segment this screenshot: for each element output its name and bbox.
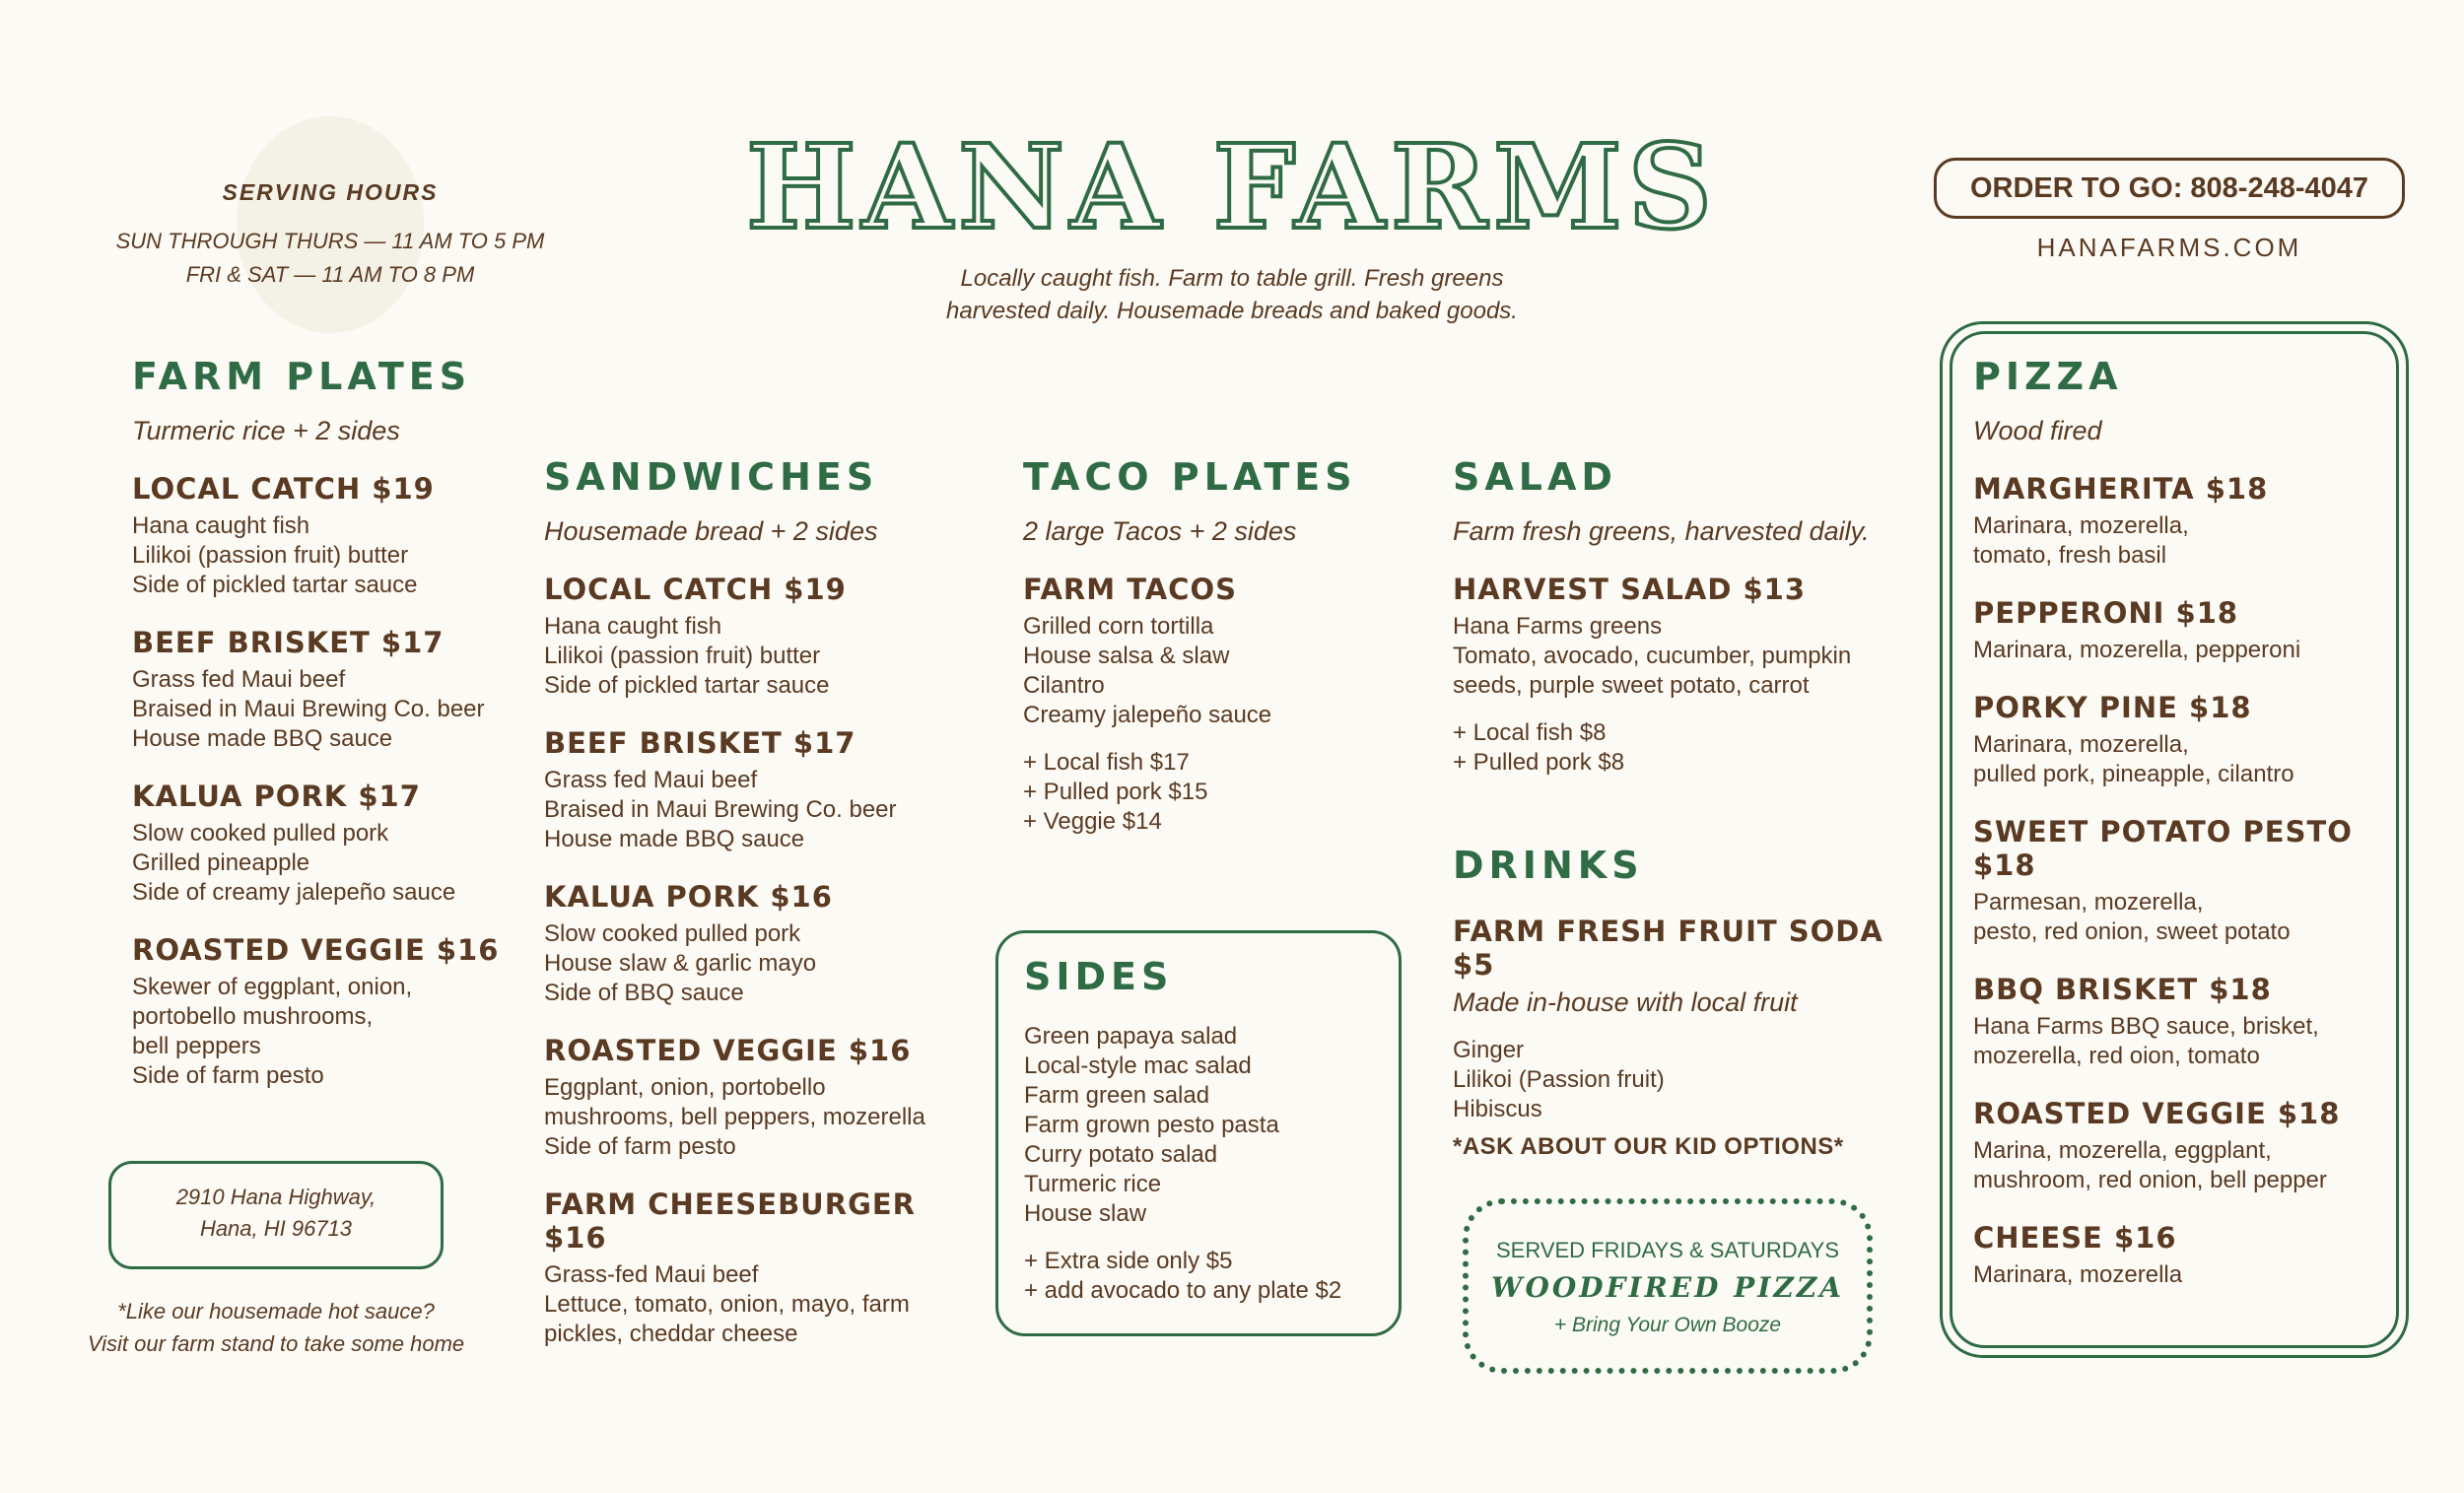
item-name: FARM FRESH FRUIT SODA $5 [1453, 915, 1883, 982]
section-subtitle: Farm fresh greens, harvested daily. [1453, 516, 1870, 546]
item-description-line: + Veggie $14 [1023, 808, 1162, 835]
item-description-line: Marinara, mozerella, pepperoni [1973, 637, 2301, 663]
item-description-line: + Extra side only $5 [1024, 1248, 1233, 1274]
sandwiches-section [544, 455, 978, 1349]
item-description-line: Hibiscus [1453, 1096, 1542, 1122]
farm-plates-section [132, 355, 546, 1091]
promo-line: SERVED FRIDAYS & SATURDAYS [1495, 1238, 1839, 1262]
item-description-line: mushroom, red onion, bell pepper [1973, 1167, 2327, 1193]
item-description-line: Curry potato salad [1024, 1141, 1218, 1168]
item-description-line: Grilled pineapple [132, 849, 310, 876]
item-name: SWEET POTATO PESTO $18 [1973, 815, 2353, 882]
menu-item [1453, 915, 1916, 1124]
item-description-line: Hana Farms BBQ sauce, brisket, [1973, 1013, 2319, 1040]
item-description-line: Local-style mac salad [1024, 1052, 1252, 1079]
item-description-line: + add avocado to any plate $2 [1024, 1277, 1342, 1304]
hot-sauce-note [39, 1295, 513, 1360]
item-description-line: pesto, red onion, sweet potato [1973, 918, 2291, 945]
item-description-line: mushrooms, bell peppers, mozerella [544, 1104, 925, 1130]
pizza-items [1973, 472, 2387, 1290]
item-name: LOCAL CATCH $19 [544, 573, 847, 606]
item-description-line: seeds, purple sweet potato, carrot [1453, 672, 1810, 699]
item-description-line: + Pulled pork $15 [1023, 779, 1208, 805]
item-description-line: Green papaya salad [1024, 1023, 1238, 1050]
item-description-line: Farm grown pesto pasta [1024, 1112, 1279, 1138]
tagline-line: harvested daily. Housemade breads and baked goods. [946, 298, 1518, 324]
section-title: DRINKS [1453, 844, 1644, 887]
item-name: ROASTED VEGGIE $16 [544, 1034, 912, 1067]
item-name: BBQ BRISKET $18 [1973, 973, 2272, 1006]
item-description-line: Side of creamy jalepeño sauce [132, 879, 456, 906]
item-name: FARM CHEESEBURGER $16 [544, 1188, 917, 1255]
item-description-line: Lilikoi (passion fruit) butter [132, 542, 409, 569]
item-description-line: Side of pickled tartar sauce [132, 572, 418, 598]
promo-line: + Bring Your Own Booze [1553, 1314, 1782, 1336]
item-description-line: House salsa & slaw [1023, 643, 1230, 669]
menu-item [1973, 596, 2387, 665]
tagline-line: Locally caught fish. Farm to table grill. Fresh greens [960, 265, 1504, 292]
hours-line: SUN THROUGH THURS — 11 AM TO 5 PM [115, 229, 545, 253]
note-line: *Like our housemade hot sauce? [117, 1299, 435, 1323]
sides-box [995, 930, 1402, 1336]
item-description-line: Turmeric rice [1024, 1171, 1162, 1197]
item-description-line: Marina, mozerella, eggplant, [1973, 1137, 2272, 1164]
item-description-line: Parmesan, mozerella, [1973, 889, 2204, 916]
item-description-line: Tomato, avocado, cucumber, pumpkin [1453, 643, 1852, 669]
menu-item [1973, 1097, 2387, 1195]
section-title: SANDWICHES [544, 455, 879, 499]
website-link[interactable]: HANAFARMS.COM [2036, 233, 2302, 262]
menu-item [1973, 1221, 2387, 1290]
section-title: SALAD [1453, 455, 1617, 499]
item-name: HARVEST SALAD $13 [1453, 573, 1807, 606]
item-name: ROASTED VEGGIE $16 [132, 933, 500, 967]
item-description-line: Marinara, mozerella, [1973, 512, 2189, 539]
menu-item [544, 1034, 978, 1162]
item-name: LOCAL CATCH $19 [132, 472, 435, 506]
item-description-line: Ginger [1453, 1037, 1525, 1063]
item-description-line: Side of farm pesto [132, 1062, 324, 1089]
item-name: FARM TACOS [1023, 573, 1238, 606]
address-box [108, 1161, 444, 1269]
item-description-line: House slaw & garlic mayo [544, 950, 817, 977]
item-description-line: Eggplant, onion, portobello [544, 1074, 826, 1101]
item-name: PEPPERONI $18 [1973, 596, 2239, 630]
item-subtitle: Made in-house with local fruit [1453, 987, 1798, 1017]
address-line: 2910 Hana Highway, [175, 1185, 376, 1209]
item-description-line: Farm green salad [1024, 1082, 1210, 1109]
section-subtitle: 2 large Tacos + 2 sides [1023, 516, 1297, 546]
section-title: SIDES [1024, 955, 1174, 998]
item-description-line: Grilled corn tortilla [1023, 613, 1214, 640]
item-description-line: Grass fed Maui beef [132, 666, 346, 693]
item-description-line: Braised in Maui Brewing Co. beer [544, 796, 897, 823]
item-description-line: Hana Farms greens [1453, 613, 1663, 640]
item-description-line: + Local fish $17 [1023, 749, 1190, 776]
pizza-section [1973, 355, 2387, 1290]
item-description-line: Slow cooked pulled pork [544, 920, 801, 947]
salad-section [1453, 455, 1916, 778]
item-description-line: Slow cooked pulled pork [132, 820, 389, 847]
item-description-line: Side of farm pesto [544, 1133, 736, 1160]
item-description-line: Side of pickled tartar sauce [544, 672, 830, 699]
menu-item [544, 726, 978, 854]
item-description-line: Creamy jalepeño sauce [1023, 702, 1272, 728]
note-line: Visit our farm stand to take some home [87, 1331, 465, 1356]
item-description-line: Lettuce, tomato, onion, mayo, farm [544, 1291, 910, 1318]
item-description-line: bell peppers [132, 1033, 261, 1059]
brand-title: HANA FARMS [746, 118, 1718, 255]
item-name: BEEF BRISKET $17 [132, 626, 445, 659]
section-subtitle: Turmeric rice + 2 sides [132, 416, 400, 445]
menu-item [544, 880, 978, 1008]
serving-hours-title: SERVING HOURS [222, 179, 439, 205]
item-description-line: Hana caught fish [544, 613, 722, 640]
item-description-line: Braised in Maui Brewing Co. beer [132, 696, 485, 722]
taco-addons [1023, 748, 1417, 837]
section-title: PIZZA [1973, 355, 2123, 398]
menu-item [1453, 573, 1916, 701]
item-description-line: Grass fed Maui beef [544, 767, 758, 793]
item-description-line: Skewer of eggplant, onion, [132, 974, 413, 1000]
kid-options-note: *ASK ABOUT OUR KID OPTIONS* [1453, 1133, 1844, 1160]
sandwich-items [544, 573, 978, 1349]
tagline [0, 262, 2464, 327]
item-description-line: portobello mushrooms, [132, 1003, 374, 1030]
item-name: ROASTED VEGGIE $18 [1973, 1097, 2341, 1130]
item-description-line: Marinara, mozerella, [1973, 731, 2189, 758]
item-description-line: mozerella, red oion, tomato [1973, 1043, 2260, 1069]
item-description-line: Grass-fed Maui beef [544, 1261, 759, 1288]
drinks-section [1453, 844, 1916, 1124]
taco-plates-section [1023, 455, 1417, 837]
farm-plates-items [132, 472, 546, 1091]
item-description-line: House slaw [1024, 1200, 1147, 1227]
hours-line: FRI & SAT — 11 AM TO 8 PM [185, 262, 475, 287]
section-title: TACO PLATES [1023, 455, 1357, 499]
section-title: FARM PLATES [132, 355, 472, 398]
item-name: MARGHERITA $18 [1973, 472, 2269, 506]
section-subtitle: Wood fired [1973, 416, 2102, 445]
item-description-line: pulled pork, pineapple, cilantro [1973, 761, 2294, 787]
item-description-line: + Pulled pork $8 [1453, 749, 1625, 776]
menu-item [132, 472, 546, 600]
item-name: BEEF BRISKET $17 [544, 726, 856, 760]
item-description-line: House made BBQ sauce [132, 725, 393, 752]
item-description-line: pickles, cheddar cheese [544, 1321, 798, 1347]
order-to-go-button[interactable]: ORDER TO GO: 808-248-4047 [1934, 158, 2405, 219]
item-description-line: Lilikoi (passion fruit) butter [544, 643, 821, 669]
menu-item [132, 626, 546, 754]
item-name: CHEESE $16 [1973, 1221, 2177, 1255]
item-description-line: Marinara, mozerella [1973, 1261, 2183, 1288]
promo-headline: WOODFIRED PIZZA [1491, 1271, 1844, 1304]
menu-item [132, 933, 546, 1091]
menu-item [132, 780, 546, 908]
item-description-line: + Local fish $8 [1453, 719, 1607, 746]
item-name: KALUA PORK $16 [544, 880, 833, 914]
item-description-line: Side of BBQ sauce [544, 980, 744, 1006]
item-description-line: House made BBQ sauce [544, 826, 805, 852]
item-description-line: Lilikoi (Passion fruit) [1453, 1066, 1665, 1093]
menu-item [1973, 973, 2387, 1071]
item-description-line: Hana caught fish [132, 512, 310, 539]
woodfired-pizza-promo [1463, 1198, 1873, 1374]
menu-item [1973, 691, 2387, 789]
address-line: Hana, HI 96713 [199, 1216, 353, 1241]
item-name: KALUA PORK $17 [132, 780, 421, 813]
section-subtitle: Housemade bread + 2 sides [544, 516, 878, 546]
menu-item [1023, 573, 1417, 730]
menu-item [544, 573, 978, 701]
menu-item [544, 1188, 978, 1349]
item-description-line: Cilantro [1023, 672, 1105, 699]
menu-item [1973, 472, 2387, 571]
item-name: PORKY PINE $18 [1973, 691, 2252, 724]
menu-item [1973, 815, 2387, 947]
item-description-line: tomato, fresh basil [1973, 542, 2167, 569]
